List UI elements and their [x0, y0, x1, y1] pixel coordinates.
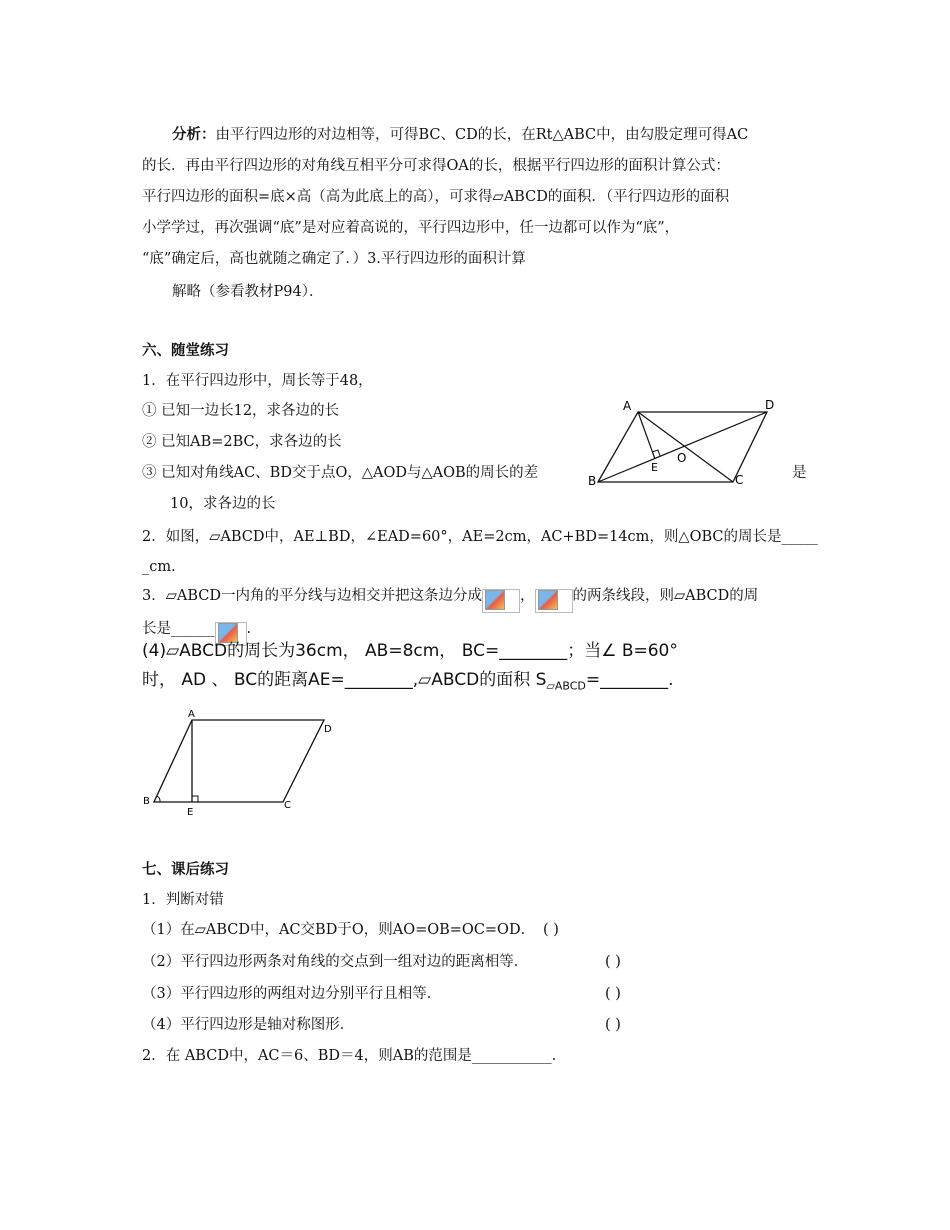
image-placeholder-1: [482, 589, 520, 613]
section7-heading: 七、课后练习: [142, 861, 229, 878]
fig2-right-angle: [192, 796, 198, 802]
s6-question-2: 2．如图，▱ABCD中，AE⊥BD，∠EAD=60°，AE=2cm，AC+BD=14cm，则△OBC的周长是_____: [142, 529, 818, 545]
fig2-label-b: B: [143, 796, 150, 807]
fig2-angle-b-mark: [157, 796, 160, 802]
s6-question-2-cont: _cm.: [142, 559, 176, 575]
fig1-label-o: O: [677, 451, 687, 465]
s6-question-3: [142, 586, 758, 613]
fig2-parallelogram: [154, 720, 324, 802]
s7-item-1: （1）在▱ABCD中，AC交BD于O，则AO=OB=OC=OD．: [142, 922, 536, 938]
analysis-label: 分析：: [172, 126, 216, 143]
fig2-label-c: C: [284, 800, 291, 811]
fig1-label-b: B: [588, 474, 597, 488]
s6-q3-cont-text: 长是______: [142, 621, 215, 637]
s6-q3-cont-end: .: [246, 621, 252, 637]
s6-q4-text-a: 时， AD 、 BC的距离AE=________,▱ABCD的面积 S: [142, 670, 547, 690]
fig2-label-a: A: [188, 709, 195, 720]
analysis-text-1: 由平行四边形的对边相等，可得BC、CD的长，在Rt△ABC中，由勾股定理可得AC: [215, 127, 749, 143]
s7-item-4-paren: ( ): [605, 1017, 621, 1033]
fig2-label-e: E: [187, 807, 194, 818]
s6-question-1c-right: 是: [792, 465, 807, 481]
s7-item-3-paren: ( ): [605, 986, 621, 1002]
s7-item-1-paren: ( ): [543, 922, 559, 938]
section6-heading: 六、随堂练习: [142, 342, 229, 359]
s6-q4-subscript: ▱ABCD: [546, 679, 586, 693]
fig1-label-e: E: [651, 461, 658, 474]
s7-question-1: 1．判断对错: [142, 892, 224, 908]
fig2-label-d: D: [324, 724, 332, 735]
analysis-line-5: “底”确定后，高也就随之确定了．）3.平行四边形的面积计算: [142, 251, 526, 267]
s6-question-1b: ② 已知AB=2BC，求各边的长: [142, 434, 342, 450]
image-icon: [485, 590, 505, 610]
fig1-diagonal-bd: [598, 412, 767, 482]
s7-item-4: （4）平行四边形是轴对称图形．: [142, 1017, 355, 1033]
parallelogram-figure-2: [140, 706, 340, 821]
s6-question-1a: ① 已知一边长12，求各边的长: [142, 403, 340, 419]
fig1-label-a: A: [623, 399, 632, 413]
image-placeholder-2: [535, 589, 573, 613]
s7-item-2: （2）平行四边形两条对角线的交点到一组对边的距离相等．: [142, 954, 529, 970]
s6-q3-text-1: 3．▱ABCD一内角的平分线与边相交并把这条边分成: [142, 588, 482, 604]
image-icon: [218, 623, 238, 643]
s6-question-4-line-2: [142, 670, 674, 696]
s6-q3-text-2: ，: [520, 588, 535, 604]
analysis-line-2: 的长．再由平行四边形的对角线互相平分可求得OA的长，根据平行四边形的面积计算公式：: [142, 158, 730, 174]
s7-item-3: （3）平行四边形的两组对边分别平行且相等．: [142, 986, 442, 1002]
analysis-line-4: 小学学过，再次强调“底”是对应着高说的，平行四边形中，任一边都可以作为“底”，: [142, 220, 680, 236]
s6-q4-text-b: =________.: [585, 670, 674, 690]
parallelogram-figure-1: [585, 396, 785, 491]
s7-item-2-paren: ( ): [605, 954, 621, 970]
fig1-label-d: D: [765, 398, 775, 412]
analysis-line-1: [172, 125, 748, 145]
s7-question-2: 2．在 ABCD中，AC＝6、BD＝4，则AB的范围是___________.: [142, 1048, 557, 1064]
fig1-label-c: C: [735, 473, 744, 487]
s6-q3-text-3: 的两条线段，则▱ABCD的周: [572, 588, 759, 604]
image-icon: [538, 590, 558, 610]
s6-question-1: 1．在平行四边形中，周长等于48，: [142, 373, 373, 389]
s6-question-4-line-1: (4)▱ABCD的周长为36cm， AB=8cm， BC=________；当∠ B=60°: [142, 641, 678, 661]
s6-question-1c-cont: 10，求各边的长: [170, 496, 276, 512]
s6-question-1c: ③ 已知对角线AC、BD交于点O，△AOD与△AOB的周长的差: [142, 465, 539, 481]
analysis-line-3: 平行四边形的面积=底×高（高为此底上的高），可求得▱ABCD的面积．（平行四边形的面积: [142, 189, 730, 205]
analysis-solution: 解略（参看教材P94）．: [172, 284, 324, 300]
